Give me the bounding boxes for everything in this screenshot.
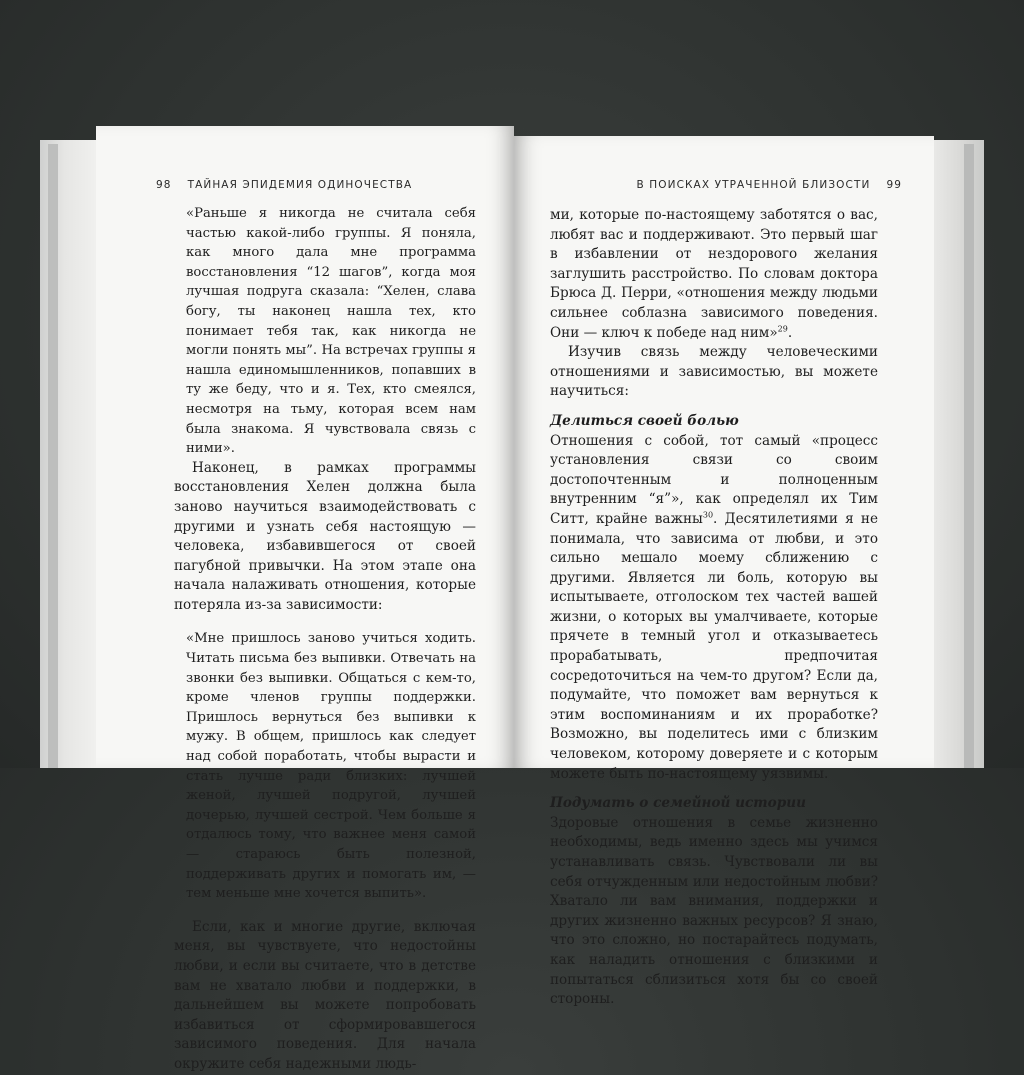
body-paragraph [550, 432, 878, 785]
body-paragraph: Изучив связь между человеческими отношениями и зависимостью, вы можете научиться: [550, 344, 878, 400]
body-paragraph: Здоровые отношения в семье жизненно необходимы, ведь именно здесь мы учимся устанавливать связь. Чувствовали ли вы себя отчужденным или недостойным любви? Хватало ли вам внимания, поддержки и других жизненно важных ресурсов? Я знаю, что это сложно, но постарайтесь подумать, как наладить отношения с близкими и попытаться сблизиться хотя бы со своей стороны. [550, 814, 878, 1008]
footnote-ref: 29 [777, 324, 788, 334]
body-paragraph: ми, которые по-настоящему заботятся о вас, любят вас и поддерживают. Это первый шаг в избавлении от нездорового желания заглушить расстройство. По словам доктора Брюса Д. Перри, «отношения между людьми сильнее соблазна зависимого поведения. Они — ключ к победе над ним»$^{29}$. [550, 207, 878, 341]
quote-paragraph: «Мне пришлось заново учиться ходить. Читать письма без выпивки. Отвечать на звонки без выпивки. Общаться с кем-то, кроме членов группы поддержки. Пришлось вернуться без выпивки к мужу. В общем, пришлось как следует над собой поработать, чтобы вырасти и стать лучше ради близких: лучшей женой, лучшей подругой, лучшей дочерью, лучшей сестрой. Чем больше я отдалюсь тому, что важнее меня самой — стараюсь быть полезной, поддерживать других и помогать им, — тем меньше мне хочется выпить». [186, 631, 476, 902]
section-subheading: Делиться своей болью [550, 412, 739, 429]
body-paragraph: Наконец, в рамках программы восстановления Хелен должна была заново научиться взаимодействовать с другими и узнать себя настоящую — человека, избавившегося от своей пагубной привычки. На этом этапе она начала налаживать отношения, которые потеряла из-за зависимости: [174, 459, 476, 613]
left-running-head [156, 176, 412, 196]
paragraph-text: Отношения с собой, тот самый «процесс установления связи со своим достопочтенным и полноценным внутренним “я”», как определял их Тим Ситт, крайне важны [550, 432, 878, 527]
quote-paragraph: «Раньше я никогда не считала себя частью какой-либо группы. Я поняла, как много дала мне программа восстановления “12 шагов”, когда моя лучшая подруга сказала: “Хелен, слава богу, ты наконец нашла тех, кто понимает тебя так, как никогда не могли понять мы”. На встречах группы я нашла единомышленников, попавших в ту же беду, что и я. Тех, кто смеялся, несмотря на тьму, которая всем нам была знакома. Я чувствовала связь с ними». [186, 206, 476, 457]
left-header-title: ТАЙНАЯ ЭПИДЕМИЯ ОДИНОЧЕСТВА [187, 179, 413, 191]
left-page-text [174, 204, 476, 1075]
book-edge-right [928, 140, 984, 768]
right-header-title: В ПОИСКАХ УТРАЧЕННОЙ БЛИЗОСТИ [636, 179, 871, 191]
left-page [96, 126, 514, 1072]
open-book [40, 126, 984, 1072]
paragraph-text: ми, которые по-настоящему заботятся о вас, любят вас и поддерживают. Это первый шаг в избавлении от нездорового желания заглушить расстройство. По словам доктора Брюса Д. Перри, «отношения между людьми сильнее соблазна зависимого поведения. Они — ключ к победе над ним» [550, 207, 878, 341]
right-page [514, 136, 934, 1008]
right-running-head [637, 176, 902, 196]
body-paragraph: Если, как и многие другие, включая меня, вы чувствуете, что недостойны любви, и если вы считаете, что в детстве вам не хватало любви и поддержки, в дальнейшем вы можете попробовать избавиться от сформировавшегося зависимого поведения. Для начала окружите себя надежными людь- [174, 918, 476, 1072]
section-subheading: Подумать о семейной истории [550, 795, 806, 812]
paragraph-text: . Десятилетиями я не понимала, что зависима от любви, и это сильно мешало моему сближению с другими. Является ли боль, которую вы испытываете, отголоском тех частей вашей жизни, о которых вы умалчиваете, которые прячете в темный угол и отказываетесь прорабатывать, предпочитая сосредоточиться на чем-то другом? Если да, подумайте, что поможет вам вернуться к этим воспоминаниям и их проработке? Возможно, вы поделитесь ими с близким человеком, которому доверяете и с которым можете быть по-настоящему уязвимы. [550, 510, 879, 782]
right-page-number: 99 [886, 179, 902, 191]
left-page-number: 98 [156, 179, 172, 191]
right-page-text [550, 206, 878, 1010]
book-edge-left [40, 140, 102, 768]
footnote-ref: 30 [702, 510, 714, 520]
